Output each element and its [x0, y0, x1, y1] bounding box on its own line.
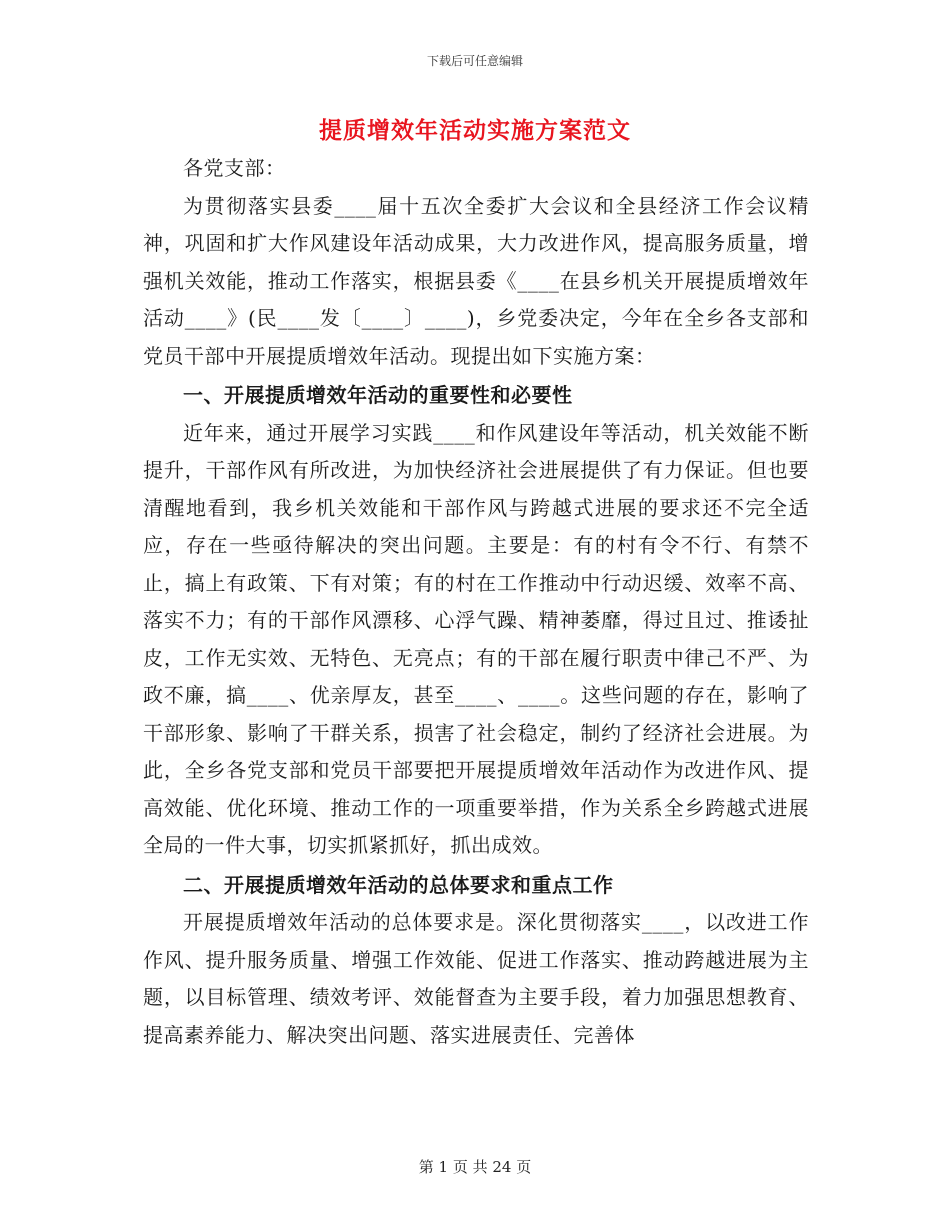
salutation: 各党支部： [183, 156, 286, 180]
section-2-paragraph: 开展提质增效年活动的总体要求是。深化贯彻落实____，以改进工作作风、提升服务质量、增强工作效能、促进工作落实、推动跨越进展为主题，以目标管理、绩效考评、效能督查为主要手段，着力加强思想教育、提高素养能力、解决突出问题、落实进展责任、完善体 [143, 910, 809, 1047]
header-note: 下载后可任意编辑 [426, 54, 523, 68]
section-1-heading: 一、开展提质增效年活动的重要性和必要性 [183, 383, 573, 407]
document-body [143, 150, 809, 1054]
section-2-heading: 二、开展提质增效年活动的总体要求和重点工作 [183, 872, 614, 897]
intro-paragraph: 为贯彻落实县委____届十五次全委扩大会议和全县经济工作会议精神，巩固和扩大作风建设年活动成果，大力改进作风，提高服务质量，增强机关效能，推动工作落实，根据县委《____在县乡机关开展提质增效年活动____》(民____发〔____〕____)，乡党委决定，今年在全乡各支部和党员干部中开展提质增效年活动。现提出如下实施方案： [143, 193, 809, 368]
page-footer: 第 1 页 共 24 页 [418, 1158, 532, 1176]
document-title: 提质增效年活动实施方案范文 [319, 117, 631, 144]
section-1-paragraph: 近年来，通过开展学习实践____和作风建设年等活动，机关效能不断提升，干部作风有所改进，为加快经济社会进展提供了有力保证。但也要清醒地看到，我乡机关效能和干部作风与跨越式进展的要求还不完全适应，存在一些亟待解决的突出问题。主要是：有的村有令不行、有禁不止，搞上有政策、下有对策；有的村在工作推动中行动迟缓、效率不高、落实不力；有的干部作风漂移、心浮气躁、精神萎靡，得过且过、推诿扯皮，工作无实效、无特色、无亮点；有的干部在履行职责中律己不严、为政不廉，搞____、优亲厚友，甚至____、____。这些问题的存在，影响了干部形象、影响了干群关系，损害了社会稳定，制约了经济社会进展。为此，全乡各党支部和党员干部要把开展提质增效年活动作为改进作风、提高效能、优化环境、推动工作的一项重要举措，作为关系全乡跨越式进展全局的一件大事，切实抓紧抓好，抓出成效。 [143, 420, 809, 857]
